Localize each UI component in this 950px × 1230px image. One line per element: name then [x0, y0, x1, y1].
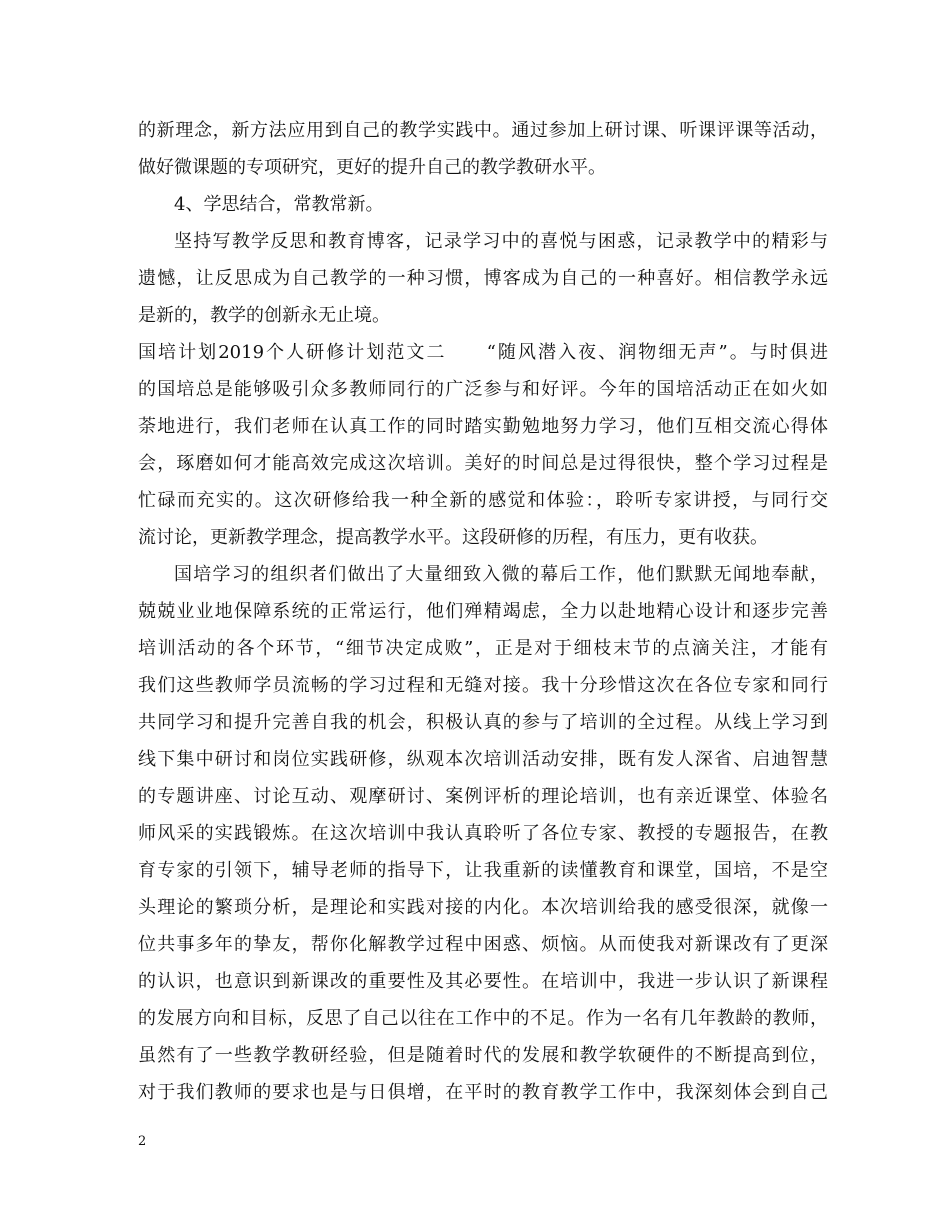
text-line: 流讨论，更新教学理念，提高教学水平。这段研修的历程，有压力，更有收获。: [138, 527, 768, 548]
text-line: 虽然有了一些教学教研经验，但是随着时代的发展和教学软硬件的不断提高到位，: [138, 1045, 828, 1066]
text-line: 位共事多年的挚友，帮你化解教学过程中困惑、烦恼。从而使我对新课改有了更深: [138, 934, 828, 955]
text-line: 荼地进行，我们老师在认真工作的同时踏实勤勉地努力学习，他们互相交流心得体: [138, 416, 828, 437]
text-line: 国培学习的组织者们做出了大量细致入微的幕后工作，他们默默无闻地奉献，: [174, 564, 828, 585]
text-line: 线下集中研讨和岗位实践研修，纵观本次培训活动安排，既有发人深省、启迪智慧: [138, 749, 828, 770]
text-line: 的国培总是能够吸引众多教师同行的广泛参与和好评。今年的国培活动正在如火如: [138, 379, 828, 400]
text-line: 的认识，也意识到新课改的重要性及其必要性。在培训中，我进一步认识了新课程: [138, 971, 828, 992]
document-body: [138, 112, 828, 1111]
text-line: 的发展方向和目标，反思了自己以往在工作中的不足。作为一名有几年教龄的教师，: [138, 1008, 828, 1029]
text-line: 会，琢磨如何才能高效完成这次培训。美好的时间总是过得很快，整个学习过程是: [138, 453, 828, 474]
text-line: 的新理念，新方法应用到自己的教学实践中。通过参加上研讨课、听课评课等活动，: [138, 120, 828, 141]
text-line: 师风采的实践锻炼。在这次培训中我认真聆听了各位专家、教授的专题报告，在教: [138, 823, 828, 844]
article-title-line: 国培计划2019个人研修计划范文二 “随风潜入夜、润物细无声”。与时俱进: [138, 342, 828, 363]
page-number: 2: [138, 1134, 147, 1149]
text-line: 头理论的繁琐分析，是理论和实践对接的内化。本次培训给我的感受很深，就像一: [138, 897, 828, 918]
text-line: 遗憾，让反思成为自己教学的一种习惯，博客成为自己的一种喜好。相信教学永远: [138, 268, 828, 289]
text-line: 是新的，教学的创新永无止境。: [138, 305, 390, 326]
text-line: 培训活动的各个环节，“细节决定成败”，正是对于细枝末节的点滴关注，才能有: [138, 638, 828, 659]
section-heading: 4、学思结合，常教常新。: [174, 194, 384, 215]
text-line: 做好微课题的专项研究，更好的提升自己的教学教研水平。: [138, 157, 606, 178]
text-line: 对于我们教师的要求也是与日俱增，在平时的教育教学工作中，我深刻体会到自己: [138, 1082, 828, 1103]
text-line: 的专题讲座、讨论互动、观摩研讨、案例评析的理论培训，也有亲近课堂、体验名: [138, 786, 828, 807]
text-line: 我们这些教师学员流畅的学习过程和无缝对接。我十分珍惜这次在各位专家和同行: [138, 675, 828, 696]
text-line: 共同学习和提升完善自我的机会，积极认真的参与了培训的全过程。从线上学习到: [138, 712, 828, 733]
text-line: 育专家的引领下，辅导老师的指导下，让我重新的读懂教育和课堂，国培，不是空: [138, 860, 828, 881]
text-line: 兢兢业业地保障系统的正常运行，他们殚精竭虑，全力以赴地精心设计和逐步完善: [138, 601, 828, 622]
text-line: 坚持写教学反思和教育博客，记录学习中的喜悦与困惑，记录教学中的精彩与: [174, 231, 828, 252]
text-line: 忙碌而充实的。这次研修给我一种全新的感觉和体验：，聆听专家讲授，与同行交: [138, 490, 828, 511]
